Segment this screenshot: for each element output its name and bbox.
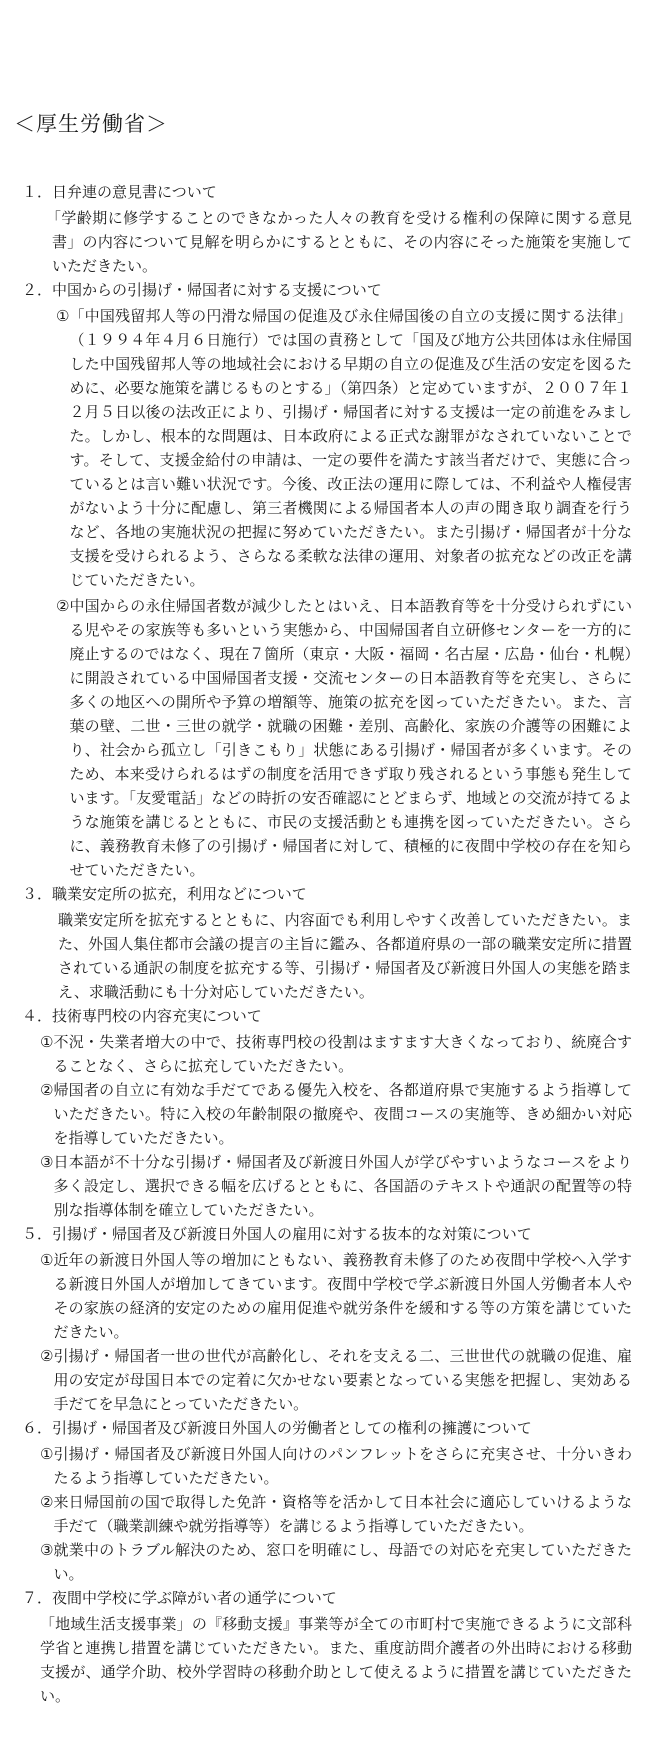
- item-text: 日本語が不十分な引揚げ・帰国者及び新渡日外国人が学びやすいようなコースをより多く設定し、選択できる幅を広げるとともに、各国語のテキストや通訳の配置等の特別な指導体制を確立していただきたい。: [53, 1153, 632, 1219]
- item-number: ①: [40, 1251, 54, 1269]
- list-item: [56, 304, 632, 592]
- section-4: [14, 1004, 632, 1222]
- list-item: [40, 1030, 632, 1078]
- item-number: ②: [40, 1493, 54, 1511]
- section-heading: ６．引揚げ・帰国者及び新渡日外国人の労働者としての権利の擁護について: [22, 1419, 532, 1437]
- item-text: 引揚げ・帰国者一世の世代が高齢化し、それを支える二、三世世代の就職の促進、雇用の安定が母国日本での定着に欠かせない要素となっている実態を把握し、実効ある手だてを早急にとっていただきたい。: [53, 1347, 632, 1413]
- ministry-title: ＜厚生労働省＞: [14, 112, 168, 136]
- section-heading: ２．中国からの引揚げ・帰国者に対する支援について: [22, 281, 382, 299]
- section-5: [14, 1222, 632, 1416]
- section-heading: ３．職業安定所の拡充，利用などについて: [22, 885, 307, 903]
- item-text: 「中国残留邦人等の円滑な帰国の促進及び永住帰国後の自立の支援に関する法律」（１９９４年４月６日施行）では国の責務として「国及び地方公共団体は永住帰国した中国残留邦人等の地域社会における早期の自立の促進及び生活の安定を図るために、必要な施策を講じるものとする」（第四条）と定めていますが、２００７年１２月５日以後の法改正により、引揚げ・帰国者に対する支援は一定の前進をみました。しかし、根本的な問題は、日本政府による正式な謝罪がなされていないことです。そして、支援金給付の申請は、一定の要件を満たす該当者だけで、実態に合っているとは言い難い状況です。今後、改正法の運用に際しては、不利益や人権侵害がないよう十分に配慮し、第三者機関による帰国者本人の声の聞き取り調査を行うなど、各地の実施状況の把握に努めていただきたい。また引揚げ・帰国者が十分な支援を受けられるよう、さらなる柔軟な法律の運用、対象者の拡充などの改正を講じていただきたい。: [69, 307, 632, 589]
- item-number: ①: [40, 1033, 54, 1051]
- list-item: [40, 1248, 632, 1344]
- section-body: 「学齢期に修学することのできなかった人々の教育を受ける権利の保障に関する意見書」の内容について見解を明らかにするとともに、その内容にそった施策を実施していただきたい。: [46, 209, 632, 275]
- item-number: ②: [40, 1347, 54, 1365]
- item-text: 就業中のトラブル解決のため、窓口を明確にし、母語での対応を充実していただきたい。: [53, 1541, 632, 1583]
- item-text: 中国からの永住帰国者数が減少したとはいえ、日本語教育等を十分受けられずにいる児やその家族等も多いという実態から、中国帰国者自立研修センターを一方的に廃止するのではなく、現在７箇所（東京・大阪・福岡・名古屋・広島・仙台・札幌）に開設されている中国帰国者支援・交流センターの日本語教育等を充実し、さらに多くの地区への開所や予算の増額等、施策の拡充を図っていただきたい。また、言葉の壁、二世・三世の就学・就職の困難・差別、高齢化、家族の介護等の困難により、社会から孤立し「引きこもり」状態にある引揚げ・帰国者が多くいます。そのため、本来受けられるはずの制度を活用できず取り残されるという事態も発生しています。「友愛電話」などの時折の安否確認にとどまらず、地域との交流が持てるような施策を講じるとともに、市民の支援活動とも連携を図っていただきたい。さらに、義務教育未修了の引揚げ・帰国者に対して、積極的に夜間中学校の存在を知らせていただきたい。: [69, 597, 632, 879]
- list-item: [40, 1442, 632, 1490]
- section-heading: ４．技術専門校の内容充実について: [22, 1007, 262, 1025]
- list-item: [40, 1078, 632, 1150]
- item-text: 帰国者の自立に有効な手だてである優先入校を、各都道府県で実施するよう指導していただきたい。特に入校の年齢制限の撤廃や、夜間コースの実施等、きめ細かい対応を指導していただきたい。: [53, 1081, 632, 1147]
- section-1: [14, 180, 632, 278]
- section-body: 職業安定所を拡充するとともに、内容面でも利用しやすく改善していただきたい。また、外国人集住都市会議の提言の主旨に鑑み、各都道府県の一部の職業安定所に措置されている通訳の制度を拡充する等、引揚げ・帰国者及び新渡日外国人の実態を踏まえ、求職活動にも十分対応していただきたい。: [58, 911, 632, 1001]
- list-item: [40, 1538, 632, 1586]
- section-7: [14, 1586, 632, 1708]
- section-3: [14, 882, 632, 1004]
- section-2: [14, 278, 632, 882]
- section-heading: １．日弁連の意見書について: [22, 183, 217, 201]
- item-number: ①: [40, 1445, 54, 1463]
- item-number: ③: [40, 1153, 54, 1171]
- item-number: ②: [40, 1081, 54, 1099]
- item-text: 引揚げ・帰国者及び新渡日外国人向けのパンフレットをさらに充実させ、十分いきわたるよう指導していただきたい。: [53, 1445, 632, 1487]
- item-text: 不況・失業者増大の中で、技術専門校の役割はますます大きくなっており、統廃合することなく、さらに拡充していただきたい。: [53, 1033, 632, 1075]
- section-6: [14, 1416, 632, 1586]
- list-item: [40, 1490, 632, 1538]
- list-item: [56, 594, 632, 882]
- section-body: 「地域生活支援事業」の『移動支援』事業等が全ての市町村で実施できるように文部科学省と連携し措置を講じていただきたい。また、重度訪問介護者の外出時における移動支援が、通学介助、校外学習時の移動介助として使えるように措置を講じていただきたい。: [40, 1615, 632, 1705]
- item-text: 来日帰国前の国で取得した免許・資格等を活かして日本社会に適応していけるような手だて（職業訓練や就労指導等）を講じるよう指導していただきたい。: [53, 1493, 632, 1535]
- item-number: ③: [40, 1541, 54, 1559]
- list-item: [40, 1150, 632, 1222]
- list-item: [40, 1344, 632, 1416]
- section-heading: ７．夜間中学校に学ぶ障がい者の通学について: [22, 1589, 337, 1607]
- section-heading: ５．引揚げ・帰国者及び新渡日外国人の雇用に対する抜本的な対策について: [22, 1225, 532, 1243]
- item-number: ①: [56, 307, 70, 325]
- item-number: ②: [56, 597, 70, 615]
- item-text: 近年の新渡日外国人等の増加にともない、義務教育未修了のため夜間中学校へ入学する新渡日外国人が増加してきています。夜間中学校で学ぶ新渡日外国人労働者本人やその家族の経済的安定のための雇用促進や就労条件を緩和する等の方策を講じていただきたい。: [53, 1251, 632, 1341]
